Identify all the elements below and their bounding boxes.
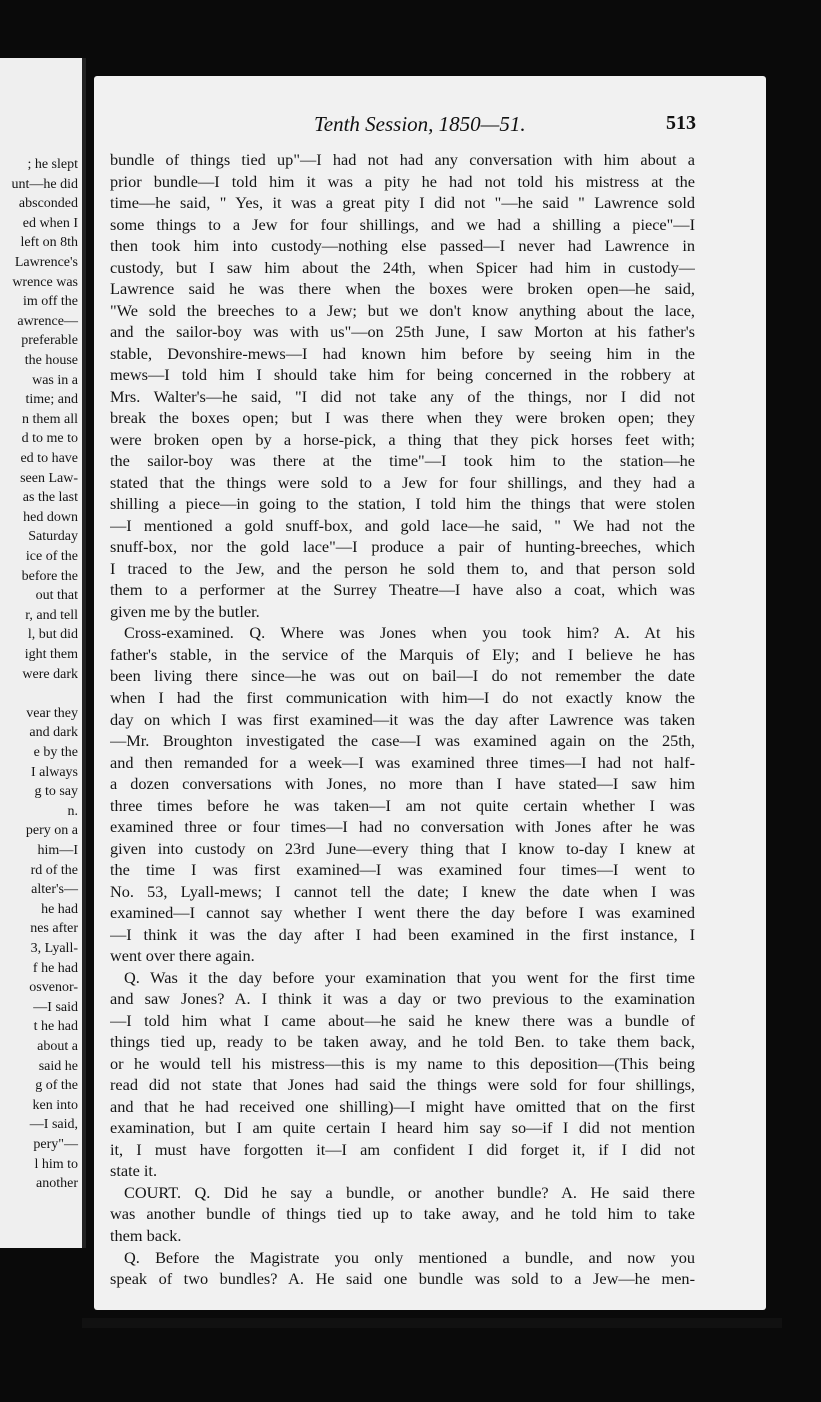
- left-page-line: ice of the: [25, 549, 78, 564]
- body-text-line: —I told him what I came about—he said he knew there was a bundle of: [110, 1010, 695, 1030]
- right-page: [94, 76, 766, 1310]
- page-number: 513: [666, 112, 696, 134]
- body-text-line: "We sold the breeches to a Jew; but we don't know anything about the lace,: [110, 300, 695, 320]
- body-text-line: snuff-box, nor the gold lace"—I produce a pair of hunting-breeches, which: [110, 537, 695, 557]
- body-text-line: —Mr. Broughton investigated the case—I was examined again on the 25th,: [110, 731, 695, 751]
- body-text-line: given into custody on 23rd June—every thing that I know to-day I knew at: [110, 838, 695, 858]
- left-page-line: he had: [41, 901, 78, 917]
- body-text-line: mews—I told him I should take him for being concerned in the robbery at: [110, 365, 695, 385]
- body-text-line: them to a performer at the Surrey Theatre—I have also a coat, which was: [110, 580, 695, 600]
- left-page-line: out that: [35, 588, 78, 604]
- body-text-line: day on which I was first examined—it was the day after Lawrence was taken: [110, 709, 695, 729]
- left-page-fragment: [0, 58, 86, 1248]
- left-page-line: about a: [37, 1039, 78, 1054]
- page-title: Tenth Session, 1850—51.: [314, 112, 526, 136]
- body-text-line: the sailor-boy was there at the time"—I took him to the station—he: [110, 451, 695, 471]
- left-page-line: ; he slept: [27, 157, 78, 172]
- left-page-line: was in a: [32, 372, 78, 388]
- body-text-line: examined three or four times—I had no conversation with Jones after he was: [110, 817, 695, 837]
- body-text-line: then took him into custody—nothing else passed—I never had Lawrence in: [110, 236, 695, 256]
- body-text-line: read did not state that Jones had said the things were sold for four shillings,: [110, 1075, 695, 1095]
- left-page-line: ken into: [32, 1097, 78, 1113]
- body-text-line: the time I was first examined—I was examined four times—I went to: [110, 860, 695, 880]
- body-text-line: No. 53, Lyall-mews; I cannot tell the date; I knew the date when I was: [110, 881, 695, 901]
- body-text-line: bundle of things tied up"—I had not had any conversation with him about a: [110, 150, 695, 169]
- body-text-line: Mrs. Walter's—he said, "I did not take any of the things, nor I did not: [110, 386, 695, 406]
- body-text-line: or he would tell his mistress—this is my name to this deposition—(This being: [110, 1053, 695, 1073]
- left-page-line: preferable: [21, 333, 78, 349]
- left-page-line: —I said: [33, 999, 78, 1015]
- left-page-line: e by the: [33, 745, 78, 760]
- left-page-line: 3, Lyall-: [30, 941, 78, 956]
- body-text-line: when I had the first communication with him—I do not exactly know the: [110, 688, 695, 707]
- left-page-line: r, and tell: [25, 607, 78, 623]
- body-text-line: shilling a piece—in going to the station, I told him the things that were stolen: [110, 494, 695, 514]
- left-page-line: time; and: [25, 392, 78, 408]
- left-page-line: unt—he did: [11, 176, 78, 192]
- body-text-line: and saw Jones? A. I think it was a day or two previous to the examination: [110, 989, 695, 1009]
- body-text-line: given me by the butler.: [110, 601, 260, 621]
- body-text-line: been living there since—he was out on bail—I do not remember the date: [110, 666, 695, 686]
- left-page-line: awrence—: [17, 313, 78, 329]
- body-text-line: and the sailor-boy was with us"—on 25th June, I saw Morton at his father's: [110, 322, 695, 342]
- body-text-line: examined—I cannot say whether I went there the day before I was examined: [110, 903, 695, 923]
- body-text-line: it, I must have forgotten it—I am confident I did forget it, if I did not: [110, 1139, 695, 1159]
- body-text-line: some things to a Jew for four shillings, and we had a shilling a piece"—I: [110, 214, 695, 234]
- body-text-line: prior bundle—I told him it was a pity he had not told his mistress at the: [110, 171, 695, 191]
- body-text-line: was another bundle of things tied up to take away, and he told him to take: [110, 1204, 695, 1224]
- body-text-line: —I mentioned a gold snuff-box, and gold lace—he said, " We had not the: [110, 515, 695, 535]
- left-page-line: osvenor-: [29, 980, 78, 996]
- body-text-line: Q. Was it the day before your examination that you went for the first time: [124, 967, 695, 987]
- body-text-line: break the boxes open; but I was there when they were broken open; they: [110, 408, 695, 428]
- left-page-line: seen Law-: [20, 470, 78, 486]
- body-text-line: COURT. Q. Did he say a bundle, or another bundle? A. He said there: [124, 1182, 695, 1202]
- left-page-line: g to say: [34, 784, 78, 800]
- left-page-line: wrence was: [12, 274, 78, 290]
- body-text-line: stated that the things were sold to a Jew for four shillings, and they had a: [110, 472, 695, 492]
- left-page-line: d to me to: [21, 431, 78, 447]
- left-page-line: im off the: [23, 294, 78, 310]
- body-text-line: time—he said, " Yes, it was a great pity I did not "—he said " Lawrence sold: [110, 193, 695, 213]
- body-text-line: —I think it was the day after I had been examined in the first instance, I: [110, 924, 695, 944]
- body-text-line: Q. Before the Magistrate you only mentioned a bundle, and now you: [124, 1247, 695, 1267]
- left-page-line: l, but did: [27, 627, 78, 643]
- left-page-line: pery on a: [25, 823, 78, 839]
- left-page-line: vear they: [26, 705, 78, 721]
- left-page-line: nes after: [30, 921, 78, 937]
- body-text-line: I traced to the Jew, and the person he sold them to, and that person sold: [110, 558, 695, 578]
- body-text-line: three times before he was taken—I am not quite certain whether I was: [110, 795, 695, 815]
- body-text-line: father's stable, in the service of the Marquis of Ely; and I believe he has: [110, 644, 695, 664]
- left-page-line: alter's—: [31, 882, 78, 898]
- book-edge-shadow: [82, 1318, 782, 1328]
- left-page-line: g of the: [35, 1078, 78, 1094]
- left-page-line: rd of the: [30, 862, 78, 878]
- page-header: [94, 112, 766, 136]
- body-text-line: and then remanded for a week—I was examined three times—I had not half-: [110, 752, 695, 772]
- left-page-line: f he had: [32, 960, 78, 976]
- left-page-line: as the last: [22, 490, 78, 506]
- body-text-line: state it.: [110, 1161, 158, 1181]
- left-page-line: pery"—: [33, 1137, 78, 1152]
- left-page-line: hed down: [23, 509, 78, 525]
- left-page-line: the house: [24, 353, 78, 368]
- body-text-line: examination, but I am quite certain I heard him say so—if I did not mention: [110, 1118, 695, 1138]
- left-page-line: left on 8th: [20, 235, 78, 251]
- body-text-line: Cross-examined. Q. Where was Jones when you took him? A. At his: [124, 623, 695, 643]
- body-text-line: a dozen conversations with Jones, no more than I have stated—I saw him: [110, 774, 695, 794]
- left-page-line: absconded: [18, 196, 78, 212]
- body-text-line: went over there again.: [110, 946, 255, 966]
- left-page-line: said he: [38, 1058, 78, 1074]
- left-page-line: —I said,: [29, 1117, 78, 1133]
- body-text-line: were broken open by a horse-pick, a thing that they pick horses feet with;: [110, 429, 695, 449]
- left-page-line: were dark: [22, 666, 78, 682]
- left-page-line: ight them: [24, 647, 78, 662]
- left-page-line: another: [36, 1176, 78, 1192]
- left-page-line: n.: [67, 803, 78, 819]
- left-page-line: Saturday: [28, 529, 78, 545]
- body-text-line: and that he had received one shilling)—I might have omitted that on the first: [110, 1096, 695, 1116]
- body-text-line: Lawrence said he was there when the boxes were broken open—he said,: [110, 279, 695, 299]
- left-page-line: before the: [21, 568, 78, 584]
- left-page-line: n them all: [22, 411, 78, 427]
- body-text-line: speak of two bundles? A. He said one bundle was sold to a Jew—he men-: [110, 1269, 695, 1289]
- left-page-line: ed when I: [22, 215, 78, 231]
- body-text-line: custody, but I saw him about the 24th, when Spicer had him in custody—: [110, 257, 695, 277]
- left-page-line: and dark: [29, 725, 78, 741]
- left-page-line: t he had: [33, 1019, 78, 1035]
- left-page-line: I always: [30, 764, 78, 780]
- body-text-line: stable, Devonshire-mews—I had known him before by seeing him in the: [110, 343, 695, 363]
- left-page-line: him—I: [37, 843, 78, 858]
- left-page-line: Lawrence's: [14, 255, 78, 270]
- left-page-line: ed to have: [20, 451, 78, 466]
- body-text-line: things tied up, ready to be taken away, and he told Ben. to take them back,: [110, 1032, 695, 1052]
- body-text-line: them back.: [110, 1226, 182, 1245]
- left-page-line: l him to: [34, 1156, 78, 1172]
